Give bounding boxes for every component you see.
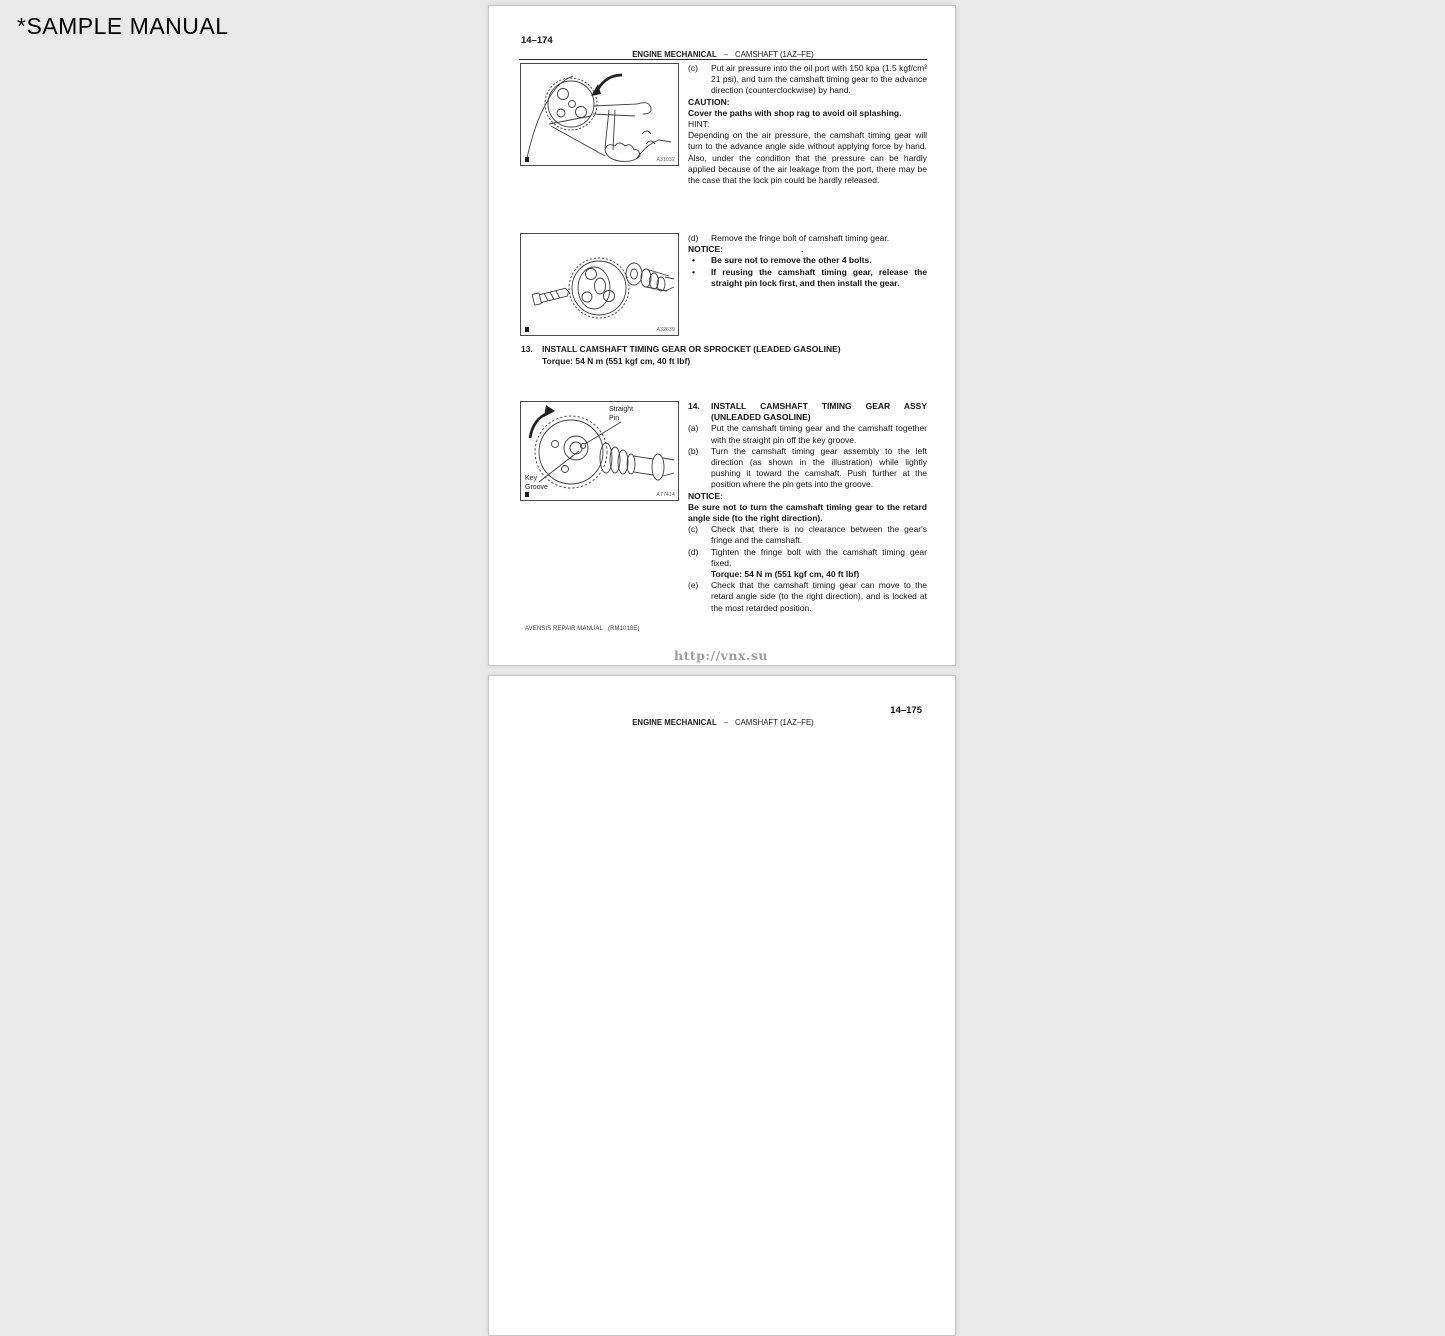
item-text: Remove the fringe bolt of camshaft timing gear. (711, 233, 890, 243)
item-text: Put the camshaft timing gear and the camshaft together with the straight pin off the key groove. (711, 423, 927, 445)
figure-code: A31032 (656, 157, 675, 163)
step-title-line1: INSTALL CAMSHAFT TIMING GEAR ASSY (711, 401, 927, 411)
item-label: (d) (688, 233, 699, 243)
item-text: Check that there is no clearance between the gear's fringe and the camshaft. (711, 524, 927, 546)
bullet-text: Be sure not to remove the other 4 bolts. (711, 255, 872, 266)
caution-text: Cover the paths with shop rag to avoid oil splashing. (688, 107, 902, 118)
step-title-line2: (UNLEADED GASOLINE) (711, 412, 811, 423)
manual-page-175 (488, 675, 956, 1336)
page-number: 14–174 (521, 35, 553, 46)
notice-label: NOTICE: (688, 490, 723, 501)
header-separator: – (723, 50, 729, 59)
step-torque: Torque: 54 N m (551 kgf cm, 40 ft lbf) (542, 355, 691, 366)
page-header (519, 50, 927, 59)
instruction-block-d (688, 233, 927, 289)
item-label: (b) (688, 445, 699, 456)
header-section: ENGINE MECHANICAL (632, 718, 717, 727)
header-rule (519, 59, 927, 60)
instruction-item (688, 423, 927, 445)
instruction-block-c (688, 63, 927, 186)
item-label: (a) (688, 423, 699, 434)
item-label: (e) (688, 580, 699, 591)
item-label: (c) (688, 524, 698, 535)
footer-manual-reference: AVENSIS REPAIR MANUAL (RM1018E) (525, 626, 640, 632)
figure-code: A77414 (656, 492, 675, 498)
header-subject: CAMSHAFT (1AZ–FE) (735, 718, 814, 727)
label-key-groove: Key Groove (525, 475, 548, 491)
notice-label (688, 244, 927, 255)
item-text: Turn the camshaft timing gear assembly to the left direction (as shown in the illustration) while lightly pushing it toward the camshaft. Push further at the position where the pin gets into the groove. (711, 445, 927, 490)
page-number: 14–175 (890, 705, 922, 716)
caution-label: CAUTION: (688, 96, 730, 107)
bullet-icon: • (692, 255, 695, 266)
figure-straight-pin-key-groove (520, 401, 679, 501)
figure-code: A32639 (656, 327, 675, 333)
figure-timing-gear-exploded (520, 233, 679, 336)
camshaft-gear-hand-illustration (521, 64, 676, 163)
notice-text: Be sure not to turn the camshaft timing gear to the retard angle side (to the right direction). (688, 501, 927, 524)
bullet-text: If reusing the camshaft timing gear, release the straight pin lock first, and then install the gear. (711, 266, 927, 288)
step-title: INSTALL CAMSHAFT TIMING GEAR OR SPROCKET (LEADED GASOLINE) (542, 344, 841, 354)
notice-label-text: NOTICE: (688, 244, 723, 255)
step-number: 13. (521, 344, 533, 354)
instruction-item (688, 524, 927, 546)
figure-mark-icon (525, 327, 529, 332)
item-text: Tighten the fringe bolt with the camshaft timing gear fixed. (711, 546, 927, 568)
step-number: 14. (688, 401, 700, 411)
item-torque: Torque: 54 N m (551 kgf cm, 40 ft lbf) (711, 569, 860, 580)
header-section: ENGINE MECHANICAL (632, 50, 717, 59)
instruction-item (688, 547, 927, 581)
instruction-item (688, 63, 927, 97)
figure-mark-icon (525, 492, 529, 497)
instruction-item (688, 446, 927, 491)
manual-page-174 (488, 5, 956, 666)
label-straight-pin: Straight Pin (609, 406, 634, 422)
timing-gear-exploded-illustration (521, 234, 676, 333)
item-label: (d) (688, 546, 699, 557)
stray-dot: . (800, 244, 804, 255)
step-13 (521, 344, 931, 367)
header-subject: CAMSHAFT (1AZ–FE) (735, 50, 814, 59)
site-watermark: http://vnx.su (674, 648, 768, 663)
item-text: Put air pressure into the oil port with 150 kpa (1.5 kgf/cm² 21 psi), and turn the camshaft timing gear to the advance direction (counterclockwise) by hand. (711, 63, 927, 96)
item-label: (c) (688, 63, 698, 73)
step-14-title (688, 401, 927, 423)
page-header (519, 718, 927, 727)
bullet-icon: • (692, 266, 695, 277)
header-separator: – (723, 718, 729, 727)
sample-manual-label: *SAMPLE MANUAL (17, 13, 229, 39)
hint-label: HINT: (688, 119, 710, 130)
figure-mark-icon (525, 157, 529, 162)
step-14-block (688, 401, 927, 614)
figure-camshaft-air-pressure (520, 63, 679, 166)
hint-text: Depending on the air pressure, the camshaft timing gear will turn to the advance angle side without applying force by hand. Also, under the condition that the pressure can be hardly applied because of the air leakage from the port, there may be the case that the lock pin could be hardly released. (688, 130, 927, 186)
notice-bullet-item (688, 267, 927, 289)
instruction-item (688, 580, 927, 614)
notice-bullet-item (688, 255, 927, 266)
instruction-item (688, 233, 927, 244)
item-text: Check that the camshaft timing gear can move to the retard angle side (to the right direction), and is locked at the most retarded position. (711, 580, 927, 613)
